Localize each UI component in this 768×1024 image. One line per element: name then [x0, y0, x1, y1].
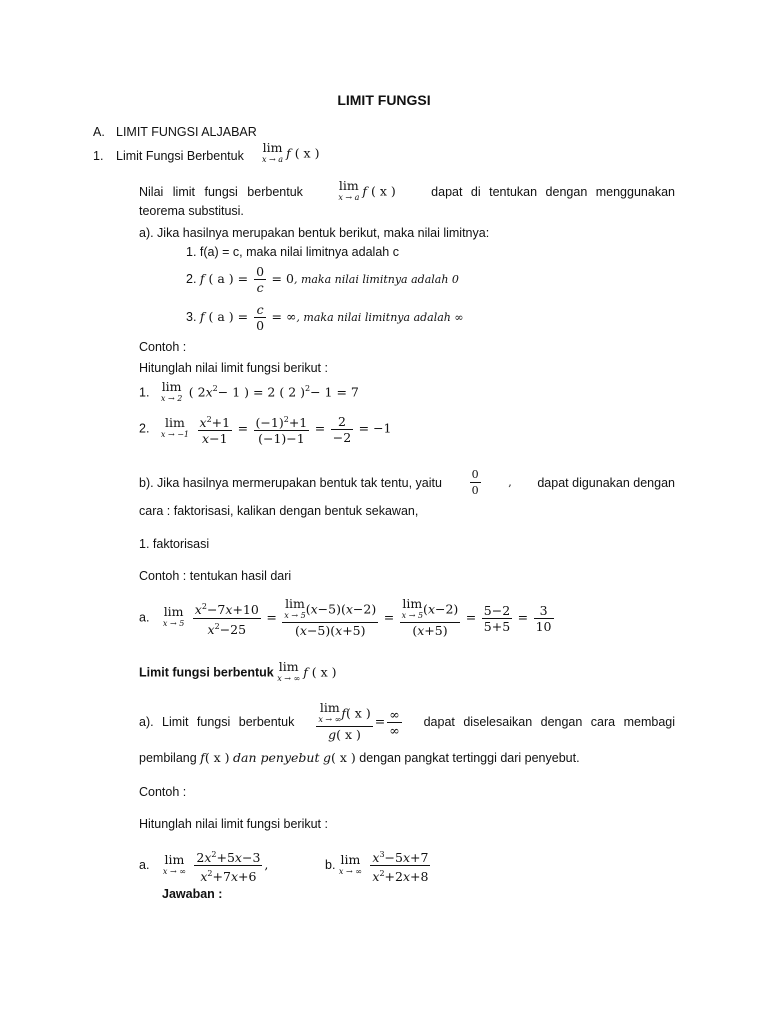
rule-2: 2. f ( a ) = $\frac{0}{c}$ = 0, maka nilai limitnya adalah 0 [186, 264, 459, 295]
example-a-label: a. [139, 610, 150, 625]
rule-2-number: 2. [186, 271, 197, 286]
example-1: 1. lim x → 2 ( $2x^2- 1$ ) = 2 ( 2 )$^2$− 1 = 7 [139, 379, 359, 403]
part-a2-text-a: a). Limit fungsi berbentuk [139, 715, 295, 729]
intro-text-b: dapat di tentukan dengan menggunakan [431, 185, 675, 199]
contoh-2-prompt: Hitunglah nilai limit fungsi berikut : [139, 817, 328, 831]
rule-3-text: , maka nilai limitnya adalah ∞ [296, 310, 464, 324]
example-2-number: 2. [139, 421, 150, 436]
intro-limit-formula: lim x → a f ( x ) [338, 178, 396, 202]
example-1-sub: x → 2 [160, 394, 183, 403]
intro-text-a: Nilai limit fungsi berbentuk [139, 185, 303, 199]
item-1-limit-formula: lim x → a f ( x ) [262, 140, 320, 164]
limit-infinity-label: Limit fungsi berbentuk [139, 665, 274, 680]
limit-infinity-heading: Limit fungsi berbentuk lim x → ∞ f ( x ) [139, 659, 337, 683]
final-example-b: b. lim x → ∞ $\frac{x^3-5x+7}{x^2+2x+8}$ [325, 847, 432, 884]
contoh-2-label: Contoh : [139, 785, 187, 799]
part-a2-text-b: dapat diselesaikan dengan cara membagi [423, 715, 675, 729]
rule-2-text: , maka nilai limitnya adalah 0 [293, 272, 459, 286]
rule-3: 3. f ( a ) = $\frac{c}{0}$ = ∞, maka nilai limitnya adalah ∞ [186, 302, 464, 333]
part-a2-line-2: pembilang f( x ) dan penyebut g( x ) dengan pangkat tertinggi dari penyebut. [139, 750, 580, 765]
example-2-sub: x → −1 [160, 430, 190, 440]
part-b-line-2: cara : faktorisasi, kalikan dengan bentuk sekawan, [139, 504, 419, 518]
rule-1: 1. f(a) = c, maka nilai limitnya adalah c [186, 245, 399, 259]
example-a-factorization: a. lim x → 5 $\frac{x^2-7x+10}{x^2-25}$ = lim x → 5 (x−5)(x−2) (x−5)(x+5) = lim x → 5 (x−2) (x+5) = $\frac{5-2}{5+5}$ = $\frac{3}{10}$ [139, 596, 552, 638]
example-a-sub: x → 5 [162, 619, 185, 628]
item-1-number: 1. [93, 149, 104, 163]
example-2: 2. lim x → −1 $\frac{x^2+1}{x-1}$ = $\frac{(-1)^2+1}{(-1)-1}$ = $\frac{2}{-2}$ = −1 [139, 413, 392, 447]
final-b-sub: x → ∞ [338, 866, 362, 876]
section-a-heading: LIMIT FUNGSI ALJABAR [116, 125, 257, 139]
faktorisasi-contoh: Contoh : tentukan hasil dari [139, 569, 292, 583]
section-a-letter: A. [93, 125, 105, 139]
rule-3-number: 3. [186, 309, 197, 324]
item-1-label: Limit Fungsi Berbentuk [116, 149, 244, 163]
contoh-1-label: Contoh : [139, 340, 187, 354]
page-title: LIMIT FUNGSI [337, 92, 431, 108]
final-a-label: a. [139, 857, 150, 872]
final-b-label: b. [325, 857, 336, 872]
part-b-line-1: b). Jika hasilnya mermerupakan bentuk tak tentu, yaitu $\frac{0}{0}$ , dapat digunakan dengan [139, 468, 675, 497]
part-a-heading: a). Jika hasilnya merupakan bentuk berikut, maka nilai limitnya: [139, 226, 490, 240]
part-b-text-b: dapat digunakan dengan [537, 475, 675, 490]
part-a2-text-e: dengan pangkat tertinggi dari penyebut. [359, 751, 580, 765]
example-1-number: 1. [139, 385, 150, 400]
final-example-a: a. lim x → ∞ $\frac{2x^2+5x-3}{x^2+7x+6}$ , [139, 847, 268, 884]
contoh-1-prompt: Hitunglah nilai limit fungsi berikut : [139, 361, 328, 375]
faktorisasi-heading: 1. faktorisasi [139, 537, 210, 551]
part-b-text-a: b). Jika hasilnya mermerupakan bentuk tak tentu, yaitu [139, 475, 442, 490]
part-a2-text-d: dan penyebut [233, 750, 320, 765]
part-a2-line-1: a). Limit fungsi berbentuk lim x → ∞ f( x ) g( x ) = $\frac{\infty}{\infty}$ dapat diselesaikan dengan cara membagi [139, 700, 675, 742]
limit-infinity-sub: x → ∞ [277, 674, 301, 683]
final-a-sub: x → ∞ [162, 866, 186, 876]
jawaban-label: Jawaban : [162, 887, 223, 901]
intro-line-2: teorema substitusi. [139, 204, 244, 218]
intro-line-1 [139, 180, 675, 204]
part-a2-text-c: pembilang [139, 751, 197, 765]
